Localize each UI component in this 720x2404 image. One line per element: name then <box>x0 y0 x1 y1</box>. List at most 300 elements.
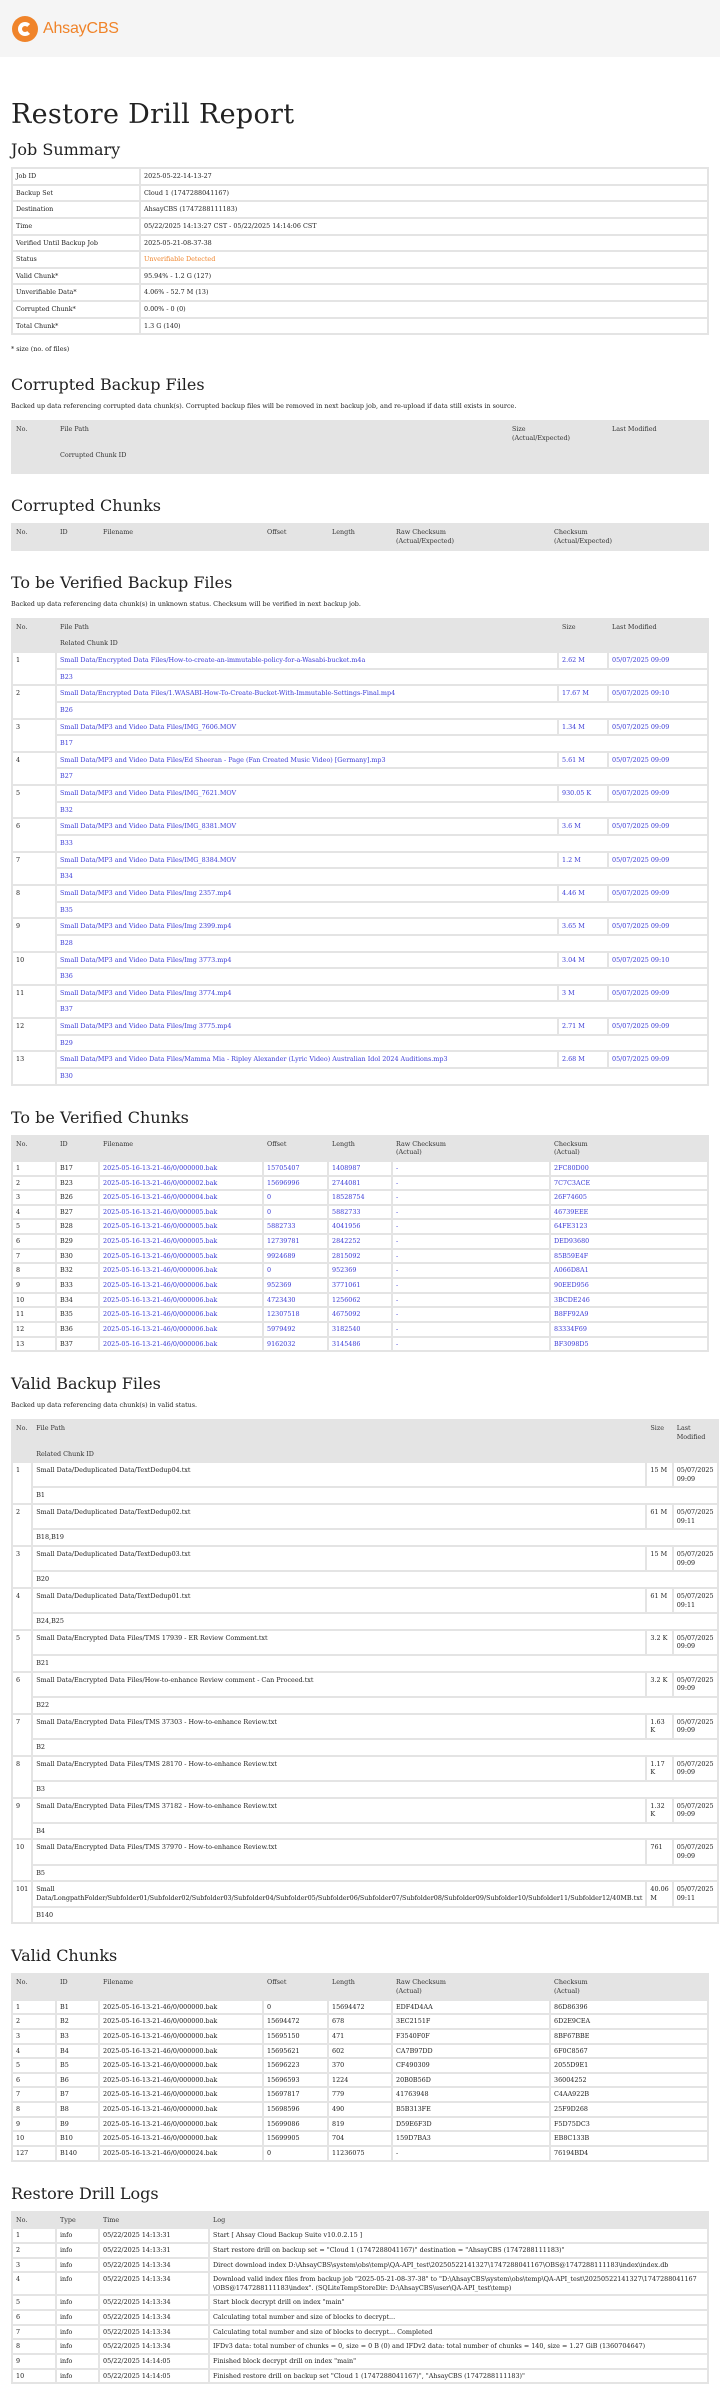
related-chunk-row <box>12 1739 718 1756</box>
chunk-filename[interactable]: 2025-05-16-13-21-46/0/000006.bak <box>99 1322 263 1337</box>
row-number: 1 <box>12 1462 32 1504</box>
file-row <box>12 785 708 802</box>
brand-name: AhsayCBS <box>43 19 119 37</box>
chunk-length: 471 <box>328 2029 392 2044</box>
chunk-length: 490 <box>328 2102 392 2117</box>
file-row <box>12 1462 718 1487</box>
row-number: 12 <box>12 1322 56 1337</box>
chunk-id: B34 <box>56 1293 99 1308</box>
chunk-raw: - <box>392 1263 550 1278</box>
chunk-offset: 5979492 <box>263 1322 328 1337</box>
corrupted-files-table <box>11 420 709 474</box>
chunk-checksum: C4AA922B <box>550 2087 708 2102</box>
chunk-id: B23 <box>56 1176 99 1191</box>
chunk-raw: - <box>392 1293 550 1308</box>
chunk-filename[interactable]: 2025-05-16-13-21-46/0/000000.bak <box>99 1161 263 1176</box>
chunk-checksum: 3BCDE246 <box>550 1293 708 1308</box>
file-path-link[interactable]: Small Data/MP3 and Video Data Files/Img 2399.mp4 <box>56 918 558 935</box>
file-path-link[interactable]: Small Data/MP3 and Video Data Files/IMG_7621.MOV <box>56 785 558 802</box>
related-chunk-row <box>12 935 708 952</box>
file-path: Small Data/Encrypted Data Files/TMS 28170 - How-to-enhance Review.txt <box>32 1756 646 1781</box>
log-time: 05/22/2025 14:13:34 <box>99 2272 209 2295</box>
col-log: Log <box>209 2212 708 2229</box>
chunk-id: B20 <box>32 1571 717 1588</box>
chunk-checksum: 90EED956 <box>550 1278 708 1293</box>
chunk-row <box>12 1161 708 1176</box>
file-last-modified: 05/07/2025 09:09 <box>608 985 708 1002</box>
row-number: 5 <box>12 2058 56 2073</box>
summary-label: Verified Until Backup Job <box>12 235 140 252</box>
file-size: 15 M <box>646 1462 672 1487</box>
related-chunk-row <box>12 902 708 919</box>
chunk-offset: 0 <box>263 1205 328 1220</box>
file-last-modified: 05/07/2025 09:11 <box>673 1504 718 1529</box>
row-number: 3 <box>12 2029 56 2044</box>
summary-value: 95.94% - 1.2 G (127) <box>140 268 708 285</box>
chunk-id: B21 <box>32 1655 717 1672</box>
file-path-link[interactable]: Small Data/MP3 and Video Data Files/IMG_8381.MOV <box>56 818 558 835</box>
chunk-filename[interactable]: 2025-05-16-13-21-46/0/000005.bak <box>99 1205 263 1220</box>
file-last-modified: 05/07/2025 09:09 <box>673 1839 718 1864</box>
file-row <box>12 1630 718 1655</box>
chunk-row <box>12 1219 708 1234</box>
chunk-id-link[interactable]: B32 <box>56 802 708 819</box>
chunk-offset: 12739781 <box>263 1234 328 1249</box>
file-path-link[interactable]: Small Data/MP3 and Video Data Files/Img 3773.mp4 <box>56 952 558 969</box>
chunk-filename: 2025-05-16-13-21-46/0/000000.bak <box>99 2073 263 2088</box>
tbv-chunks-table <box>11 1135 709 1353</box>
chunk-id-link[interactable]: B26 <box>56 702 708 719</box>
file-path-link[interactable]: Small Data/MP3 and Video Data Files/IMG_7606.MOV <box>56 719 558 736</box>
row-number: 10 <box>12 1839 32 1881</box>
row-number: 8 <box>12 1756 32 1798</box>
file-path-link[interactable]: Small Data/MP3 and Video Data Files/Ed Sheeran - Page (Fan Created Music Video) [Germany].mp3 <box>56 752 558 769</box>
row-number: 4 <box>12 1205 56 1220</box>
row-number: 9 <box>12 2117 56 2132</box>
related-chunk-row <box>12 1697 718 1714</box>
chunk-checksum: BF3098D5 <box>550 1337 708 1352</box>
chunk-id-link[interactable]: B35 <box>56 902 708 919</box>
file-size: 15 M <box>646 1546 672 1571</box>
chunk-length: 819 <box>328 2117 392 2132</box>
related-chunk-row <box>12 669 708 686</box>
chunk-id: B32 <box>56 1263 99 1278</box>
row-number: 10 <box>12 1293 56 1308</box>
row-number: 1 <box>12 2228 56 2243</box>
chunk-offset: 15705407 <box>263 1161 328 1176</box>
valid-files-heading: Valid Backup Files <box>11 1374 161 1394</box>
chunk-filename[interactable]: 2025-05-16-13-21-46/0/000005.bak <box>99 1249 263 1264</box>
chunk-id-link[interactable]: B36 <box>56 968 708 985</box>
chunk-id: B2 <box>56 2014 99 2029</box>
chunk-id: B26 <box>56 1190 99 1205</box>
file-size: 2.62 M <box>558 652 608 669</box>
log-message: Calculating total number and size of blocks to decrypt... Completed <box>209 2325 708 2340</box>
summary-value: AhsayCBS (1747288111183) <box>140 201 708 218</box>
file-path: Small Data/LongpathFolder/Subfolder01/Subfolder02/Subfolder03/Subfolder04/Subfolder05/Subfolder06/Subfolder07/Subfolder08/Subfolder09/Subfolder10/Subfolder11/Subfolder12/40MB.txt <box>32 1881 646 1906</box>
file-path-link[interactable]: Small Data/Encrypted Data Files/1.WASABI-How-To-Create-Bucket-With-Immutable-Settings-Final.mp4 <box>56 685 558 702</box>
chunk-length: 15694472 <box>328 2000 392 2015</box>
file-row <box>12 752 708 769</box>
file-path-link[interactable]: Small Data/MP3 and Video Data Files/Img 3775.mp4 <box>56 1018 558 1035</box>
summary-row <box>12 185 708 202</box>
row-number: 10 <box>12 952 56 985</box>
col-raw-checksum: Raw Checksum (Actual) <box>392 1136 550 1161</box>
summary-label: Total Chunk* <box>12 318 140 335</box>
chunk-length: 779 <box>328 2087 392 2102</box>
summary-value: 4.06% - 52.7 M (13) <box>140 284 708 301</box>
row-number: 7 <box>12 1249 56 1264</box>
chunk-raw: EDF4D4AA <box>392 2000 550 2015</box>
chunk-offset: 0 <box>263 1263 328 1278</box>
chunk-filename: 2025-05-16-13-21-46/0/000000.bak <box>99 2058 263 2073</box>
chunk-length: 3182540 <box>328 1322 392 1337</box>
chunk-offset: 0 <box>263 2146 328 2161</box>
top-header <box>0 0 720 57</box>
chunk-id-link[interactable]: B33 <box>56 835 708 852</box>
chunk-filename[interactable]: 2025-05-16-13-21-46/0/000006.bak <box>99 1278 263 1293</box>
col-offset: Offset <box>263 1974 328 1999</box>
col-id: ID <box>56 1136 99 1161</box>
chunk-raw: CA7B97DD <box>392 2044 550 2059</box>
page-title: Restore Drill Report <box>11 99 295 130</box>
chunk-id: B24,B25 <box>32 1613 717 1630</box>
chunk-checksum: 2FC80D00 <box>550 1161 708 1176</box>
row-number: 5 <box>12 2295 56 2310</box>
summary-row <box>12 251 708 268</box>
file-last-modified: 05/07/2025 09:09 <box>608 719 708 736</box>
related-chunk-row <box>12 835 708 852</box>
chunk-raw: - <box>392 1161 550 1176</box>
row-number: 6 <box>12 1234 56 1249</box>
chunk-length: 11236075 <box>328 2146 392 2161</box>
row-number: 3 <box>12 2258 56 2273</box>
log-message: Start [ Ahsay Cloud Backup Suite v10.0.2.15 ] <box>209 2228 708 2243</box>
file-path-link[interactable]: Small Data/MP3 and Video Data Files/Mamma Mia - Ripley Alexander (Lyric Video) Australian Idol 2024 Auditions.mp3 <box>56 1051 558 1068</box>
file-row <box>12 985 708 1002</box>
summary-row <box>12 318 708 335</box>
file-last-modified: 05/07/2025 09:09 <box>608 885 708 902</box>
chunk-id-link[interactable]: B30 <box>56 1068 708 1085</box>
row-number: 1 <box>12 652 56 685</box>
log-type: info <box>56 2272 99 2295</box>
file-path: Small Data/Deduplicated Data/TextDedup04.txt <box>32 1462 646 1487</box>
valid-chunks-table <box>11 1973 709 2161</box>
chunk-row <box>12 1307 708 1322</box>
chunk-offset: 15696223 <box>263 2058 328 2073</box>
row-number: 1 <box>12 1161 56 1176</box>
row-number: 8 <box>12 885 56 918</box>
chunk-id: B4 <box>32 1823 717 1840</box>
file-path: Small Data/Deduplicated Data/TextDedup01.txt <box>32 1588 646 1613</box>
file-size: 1.34 M <box>558 719 608 736</box>
col-checksum: Checksum (Actual/Expected) <box>550 524 708 549</box>
file-last-modified: 05/07/2025 09:09 <box>608 852 708 869</box>
log-time: 05/22/2025 14:13:34 <box>99 2295 209 2310</box>
chunk-raw: 20B0B56D <box>392 2073 550 2088</box>
file-row <box>12 1881 718 1906</box>
file-size: 61 M <box>646 1588 672 1613</box>
chunk-raw: - <box>392 1278 550 1293</box>
file-size: 1.17 K <box>646 1756 672 1781</box>
col-file-path: File Path <box>56 421 508 447</box>
log-message: Start restore drill on backup set = "Cloud 1 (1747288041167)" destination = "AhsayCBS (1747288111183)" <box>209 2243 708 2258</box>
summary-label: Corrupted Chunk* <box>12 301 140 318</box>
file-path-link[interactable]: Small Data/MP3 and Video Data Files/Img 2357.mp4 <box>56 885 558 902</box>
chunk-filename[interactable]: 2025-05-16-13-21-46/0/000006.bak <box>99 1337 263 1352</box>
chunk-id: B37 <box>56 1337 99 1352</box>
chunk-filename[interactable]: 2025-05-16-13-21-46/0/000005.bak <box>99 1219 263 1234</box>
col-no: No. <box>12 1974 56 1999</box>
chunk-offset: 9924689 <box>263 1249 328 1264</box>
col-related-chunk-id: Related Chunk ID <box>56 635 708 652</box>
file-row <box>12 1672 718 1697</box>
chunk-id: B5 <box>56 2058 99 2073</box>
file-size: 761 <box>646 1839 672 1864</box>
chunk-filename[interactable]: 2025-05-16-13-21-46/0/000006.bak <box>99 1263 263 1278</box>
file-row <box>12 1756 718 1781</box>
chunk-id: B33 <box>56 1278 99 1293</box>
chunk-row <box>12 2000 708 2015</box>
chunk-id-link[interactable]: B23 <box>56 669 708 686</box>
chunk-checksum: 2055D9E1 <box>550 2058 708 2073</box>
chunk-filename[interactable]: 2025-05-16-13-21-46/0/000005.bak <box>99 1234 263 1249</box>
file-last-modified: 05/07/2025 09:11 <box>673 1588 718 1613</box>
log-row <box>12 2243 708 2258</box>
chunk-id-link[interactable]: B29 <box>56 1035 708 1052</box>
chunk-row <box>12 1293 708 1308</box>
chunk-raw: - <box>392 1205 550 1220</box>
related-chunk-row <box>12 1655 718 1672</box>
logs-table <box>11 2211 709 2385</box>
chunk-id: B1 <box>56 2000 99 2015</box>
file-last-modified: 05/07/2025 09:09 <box>608 752 708 769</box>
file-last-modified: 05/07/2025 09:11 <box>673 1881 718 1906</box>
row-number: 5 <box>12 1219 56 1234</box>
chunk-filename: 2025-05-16-13-21-46/0/000000.bak <box>99 2014 263 2029</box>
chunk-checksum: 85B59E4F <box>550 1249 708 1264</box>
col-id: ID <box>56 1974 99 1999</box>
col-no: No. <box>12 1420 32 1462</box>
tbv-files-table <box>11 618 709 1086</box>
chunk-row <box>12 1278 708 1293</box>
log-row <box>12 2354 708 2369</box>
col-raw-checksum: Raw Checksum (Actual) <box>392 1974 550 1999</box>
tbv-chunks-heading: To be Verified Chunks <box>11 1107 189 1127</box>
row-number: 11 <box>12 985 56 1018</box>
row-number: 6 <box>12 2310 56 2325</box>
chunk-filename: 2025-05-16-13-21-46/0/000000.bak <box>99 2102 263 2117</box>
col-last-modified: Last Modified <box>608 421 708 447</box>
file-size: 3 M <box>558 985 608 1002</box>
chunk-id: B7 <box>56 2087 99 2102</box>
log-type: info <box>56 2354 99 2369</box>
file-path-link[interactable]: Small Data/MP3 and Video Data Files/Img 3774.mp4 <box>56 985 558 1002</box>
chunk-raw: - <box>392 1190 550 1205</box>
col-no: No. <box>12 421 56 473</box>
status-badge: Unverifiable Detected <box>140 251 708 268</box>
chunk-id: B3 <box>56 2029 99 2044</box>
related-chunk-row <box>12 768 708 785</box>
log-time: 05/22/2025 14:13:34 <box>99 2310 209 2325</box>
chunk-raw: - <box>392 1219 550 1234</box>
chunk-raw: 41763948 <box>392 2087 550 2102</box>
file-size: 5.61 M <box>558 752 608 769</box>
chunk-id: B28 <box>56 1219 99 1234</box>
summary-label: Job ID <box>12 168 140 185</box>
chunk-row <box>12 1176 708 1191</box>
chunk-id-link[interactable]: B37 <box>56 1001 708 1018</box>
file-path: Small Data/Encrypted Data Files/TMS 37182 - How-to-enhance Review.txt <box>32 1798 646 1823</box>
file-size: 3.65 M <box>558 918 608 935</box>
log-message: Direct download index D:\AhsayCBS\system\obs\temp\QA-API_test\20250522141327\1747288041167\OBS@1747288111183\index\index.db <box>209 2258 708 2273</box>
log-message: IFDv3 data: total number of chunks = 0, size = 0 B (0) and IFDv2 data: total number of chunks = 140, size = 1.27 GiB (1360704647) <box>209 2339 708 2354</box>
chunk-id: B2 <box>32 1739 717 1756</box>
chunk-filename[interactable]: 2025-05-16-13-21-46/0/000006.bak <box>99 1293 263 1308</box>
chunk-row <box>12 1337 708 1352</box>
summary-value: 0.00% - 0 (0) <box>140 301 708 318</box>
file-path: Small Data/Encrypted Data Files/TMS 17939 - ER Review Comment.txt <box>32 1630 646 1655</box>
chunk-checksum: 8BF67BBE <box>550 2029 708 2044</box>
row-number: 6 <box>12 1672 32 1714</box>
related-chunk-row <box>12 868 708 885</box>
chunk-raw: - <box>392 1337 550 1352</box>
row-number: 4 <box>12 2272 56 2295</box>
chunk-length: 2744081 <box>328 1176 392 1191</box>
chunk-checksum: A066D8A1 <box>550 1263 708 1278</box>
corrupted-files-description: Backed up data referencing corrupted data chunk(s). Corrupted backup files will be removed in next backup job, and re-upload if data still exists in source. <box>11 402 517 411</box>
chunk-checksum: 36004252 <box>550 2073 708 2088</box>
chunk-row <box>12 2131 708 2146</box>
chunk-offset: 15699086 <box>263 2117 328 2132</box>
col-length: Length <box>328 1974 392 1999</box>
corrupted-files-heading: Corrupted Backup Files <box>11 375 205 395</box>
chunk-checksum: 76194BD4 <box>550 2146 708 2161</box>
file-path-link[interactable]: Small Data/Encrypted Data Files/How-to-create-an-immutable-policy-for-a-Wasabi-bucket.m4a <box>56 652 558 669</box>
chunk-filename[interactable]: 2025-05-16-13-21-46/0/000006.bak <box>99 1307 263 1322</box>
file-size: 40.06 M <box>646 1881 672 1906</box>
file-row <box>12 852 708 869</box>
file-last-modified: 05/07/2025 09:09 <box>673 1798 718 1823</box>
chunk-offset: 9162032 <box>263 1337 328 1352</box>
row-number: 4 <box>12 752 56 785</box>
chunk-id-link[interactable]: B34 <box>56 868 708 885</box>
chunk-id: B35 <box>56 1307 99 1322</box>
chunk-filename[interactable]: 2025-05-16-13-21-46/0/000004.bak <box>99 1190 263 1205</box>
summary-row <box>12 301 708 318</box>
row-number: 3 <box>12 1546 32 1588</box>
chunk-raw: - <box>392 2146 550 2161</box>
file-size: 2.68 M <box>558 1051 608 1068</box>
chunk-checksum: F5D75DC3 <box>550 2117 708 2132</box>
col-size: Size <box>558 619 608 636</box>
chunk-offset: 12307518 <box>263 1307 328 1322</box>
col-no: No. <box>12 1136 56 1161</box>
chunk-row <box>12 1322 708 1337</box>
summary-value: Cloud 1 (1747288041167) <box>140 185 708 202</box>
chunk-id: B17 <box>56 1161 99 1176</box>
log-type: info <box>56 2258 99 2273</box>
chunk-length: 3145486 <box>328 1337 392 1352</box>
row-number: 13 <box>12 1051 56 1084</box>
log-time: 05/22/2025 14:13:34 <box>99 2258 209 2273</box>
log-message: Start block decrypt drill on index "main" <box>209 2295 708 2310</box>
chunk-filename[interactable]: 2025-05-16-13-21-46/0/000002.bak <box>99 1176 263 1191</box>
chunk-id: B22 <box>32 1697 717 1714</box>
chunk-offset: 0 <box>263 2000 328 2015</box>
file-row <box>12 952 708 969</box>
chunk-offset: 4723430 <box>263 1293 328 1308</box>
related-chunk-row <box>12 1487 718 1504</box>
row-number: 10 <box>12 2131 56 2146</box>
row-number: 8 <box>12 2339 56 2354</box>
chunk-row <box>12 2029 708 2044</box>
col-raw-checksum: Raw Checksum (Actual/Expected) <box>392 524 550 549</box>
chunk-row <box>12 2117 708 2132</box>
chunk-checksum: 64FE3123 <box>550 1219 708 1234</box>
file-row <box>12 1546 718 1571</box>
row-number: 2 <box>12 685 56 718</box>
chunk-offset: 15696593 <box>263 2073 328 2088</box>
chunk-row <box>12 2087 708 2102</box>
summary-label: Backup Set <box>12 185 140 202</box>
chunk-id-link[interactable]: B28 <box>56 935 708 952</box>
chunk-checksum: 46739EEE <box>550 1205 708 1220</box>
col-last-modified: Last Modified <box>608 619 708 636</box>
file-size: 1.2 M <box>558 852 608 869</box>
row-number: 11 <box>12 1307 56 1322</box>
chunk-id: B27 <box>56 1205 99 1220</box>
row-number: 2 <box>12 1176 56 1191</box>
chunk-checksum: 83334F69 <box>550 1322 708 1337</box>
file-path-link[interactable]: Small Data/MP3 and Video Data Files/IMG_8384.MOV <box>56 852 558 869</box>
row-number: 7 <box>12 1714 32 1756</box>
log-row <box>12 2325 708 2340</box>
chunk-raw: - <box>392 1249 550 1264</box>
log-row <box>12 2228 708 2243</box>
size-footnote: * size (no. of files) <box>11 345 70 354</box>
related-chunk-row <box>12 1001 708 1018</box>
log-row <box>12 2295 708 2310</box>
col-length: Length <box>328 524 392 549</box>
chunk-id: B10 <box>56 2131 99 2146</box>
chunk-filename: 2025-05-16-13-21-46/0/000000.bak <box>99 2117 263 2132</box>
chunk-raw: F3540F0F <box>392 2029 550 2044</box>
file-size: 61 M <box>646 1504 672 1529</box>
related-chunk-row <box>12 1571 718 1588</box>
col-file-path: File Path <box>56 619 558 636</box>
file-size: 2.71 M <box>558 1018 608 1035</box>
chunk-id-link[interactable]: B27 <box>56 768 708 785</box>
valid-files-description: Backed up data referencing data chunk(s) in valid status. <box>11 1401 198 1410</box>
file-last-modified: 05/07/2025 09:09 <box>608 785 708 802</box>
file-last-modified: 05/07/2025 09:10 <box>608 952 708 969</box>
file-row <box>12 652 708 669</box>
chunk-id-link[interactable]: B17 <box>56 735 708 752</box>
chunk-length: 370 <box>328 2058 392 2073</box>
col-offset: Offset <box>263 524 328 549</box>
chunk-id: B36 <box>56 1322 99 1337</box>
chunk-raw: B5B313FE <box>392 2102 550 2117</box>
log-type: info <box>56 2243 99 2258</box>
log-time: 05/22/2025 14:14:05 <box>99 2369 209 2384</box>
summary-label: Unverifiable Data* <box>12 284 140 301</box>
related-chunk-row <box>12 1907 718 1924</box>
log-message: Finished block decrypt drill on index "main" <box>209 2354 708 2369</box>
file-last-modified: 05/07/2025 09:09 <box>673 1546 718 1571</box>
file-size: 17.67 M <box>558 685 608 702</box>
row-number: 10 <box>12 2369 56 2384</box>
